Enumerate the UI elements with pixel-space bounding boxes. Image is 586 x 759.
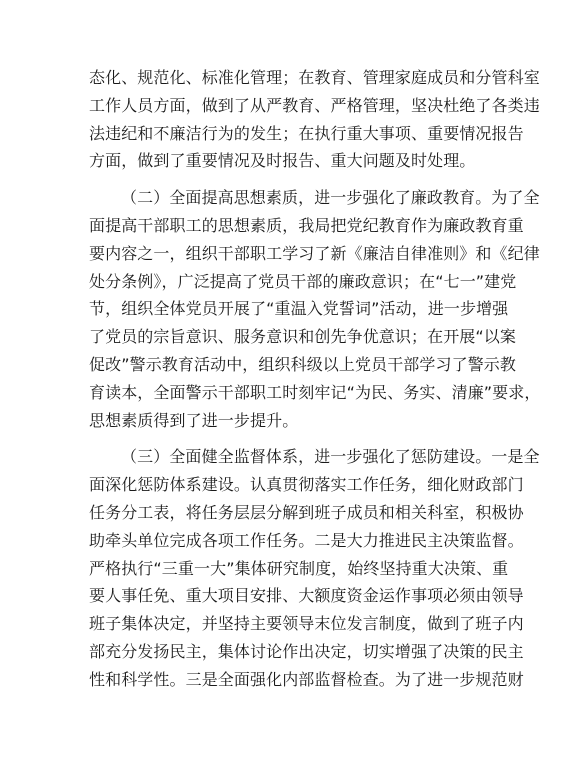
text-line: 班子集体决定，并坚持主要领导末位发言制度，做到了班子内 bbox=[89, 614, 524, 634]
text-line: 面提高干部职工的思想素质，我局把党纪教育作为廉政教育重 bbox=[89, 215, 524, 235]
document-body bbox=[89, 64, 541, 694]
text-line: 方面，做到了重要情况及时报告、重大问题及时处理。 bbox=[89, 151, 476, 171]
paragraph-1 bbox=[89, 64, 540, 175]
text-line: 促改”警示教育活动中，组织科级以上党员干部学习了警示教 bbox=[89, 354, 516, 374]
text-line: 工作人员方面，做到了从严教育、严格管理，坚决杜绝了各类违 bbox=[89, 95, 540, 115]
text-line: 育读本，全面警示干部职工时刻牢记“为民、务实、清廉”要求， bbox=[89, 382, 541, 402]
text-line: 法违纪和不廉洁行为的发生；在执行重大事项、重要情况报告 bbox=[89, 123, 524, 143]
paragraph-2 bbox=[89, 184, 541, 434]
paragraph-spacer bbox=[89, 175, 501, 184]
text-line: 态化、规范化、标准化管理；在教育、管理家庭成员和分管科室 bbox=[89, 68, 540, 87]
text-line: 部充分发扬民主，集体讨论作出决定，切实增强了决策的民主 bbox=[89, 641, 524, 661]
text-line: 面深化惩防体系建设。认真贯彻落实工作任务，细化财政部门 bbox=[89, 475, 524, 495]
text-line: （二）全面提高思想素质，进一步强化了廉政教育。为了全 bbox=[121, 188, 540, 208]
text-line: （三）全面健全监督体系，进一步强化了惩防建设。一是全 bbox=[121, 447, 540, 467]
paragraph-spacer bbox=[89, 434, 501, 443]
text-line: 要人事任免、重大项目安排、大额度资金运作事项必须由领导 bbox=[89, 586, 524, 606]
text-line: 处分条例》，广泛提高了党员干部的廉政意识；在“七一”建党 bbox=[89, 271, 517, 291]
paragraph-3 bbox=[89, 443, 540, 693]
text-line: 助牵头单位完成各项工作任务。二是大力推进民主决策监督。 bbox=[89, 530, 524, 550]
text-line: 节，组织全体党员开展了“重温入党誓词”活动，进一步增强 bbox=[89, 299, 509, 319]
text-line: 了党员的宗旨意识、服务意识和创先争优意识；在开展“以案 bbox=[89, 327, 516, 347]
text-line: 严格执行“三重一大”集体研究制度，始终坚持重大决策、重 bbox=[89, 558, 509, 578]
text-line: 性和科学性。三是全面强化内部监督检查。为了进一步规范财 bbox=[89, 669, 524, 689]
text-line: 任务分工表，将任务层层分解到班子成员和相关科室，积极协 bbox=[89, 502, 524, 522]
text-line: 思想素质得到了进一步提升。 bbox=[89, 410, 299, 430]
text-line: 要内容之一，组织干部职工学习了新《廉洁自律准则》和《纪律 bbox=[89, 243, 540, 263]
